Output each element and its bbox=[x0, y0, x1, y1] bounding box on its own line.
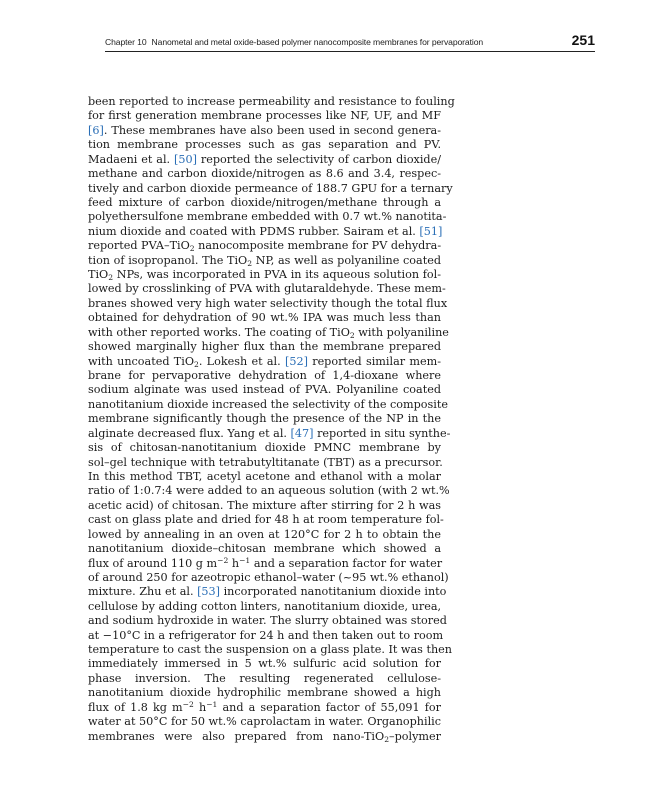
citation-link[interactable]: [6] bbox=[88, 123, 104, 137]
running-header-text bbox=[105, 37, 483, 47]
text-line: mixture. Zhu et al. [53] incorporated nanotitanium dioxide into bbox=[88, 585, 447, 599]
text-line: showed marginally higher flux than the membrane prepared bbox=[88, 340, 441, 354]
citation-link[interactable]: [52] bbox=[284, 354, 308, 368]
text-line: tion of isopropanol. The TiO$_2$ NP, as well as polyaniline coated bbox=[88, 253, 441, 268]
text-line: immediately immersed in 5 wt.% sulfuric acid solution for bbox=[88, 657, 441, 671]
text-line: water at 50°C for 50 wt.% caprolactam in water. Organophilic bbox=[88, 715, 441, 729]
text-line: obtained for dehydration of 90 wt.% IPA was much less than bbox=[88, 311, 441, 325]
text-line: sodium alginate was used instead of PVA. Polyaniline coated bbox=[88, 383, 441, 397]
text-line: Madaeni et al. [50] reported the selectivity of carbon dioxide/ bbox=[88, 152, 441, 166]
text-line: cellulose by adding cotton linters, nanotitanium dioxide, urea, bbox=[88, 599, 442, 613]
citation-link[interactable]: [51] bbox=[419, 224, 443, 238]
text-line: sol–gel technique with tetrabutyltitanate (TBT) as a precursor. bbox=[88, 455, 443, 469]
text-line: methane and carbon dioxide/nitrogen as 8.6 and 3.4, respec- bbox=[88, 167, 441, 181]
text-line: feed mixture of carbon dioxide/nitrogen/methane through a bbox=[88, 195, 441, 209]
text-line: cast on glass plate and dried for 48 h at room temperature fol- bbox=[88, 513, 444, 527]
text-line: with other reported works. The coating of TiO$_2$ with polyaniline bbox=[88, 325, 449, 340]
text-line: with uncoated TiO$_2$. Lokesh et al. [52] reported similar mem- bbox=[88, 354, 441, 369]
text-line: brane for pervaporative dehydration of 1,4-dioxane where bbox=[88, 369, 441, 383]
page-number: 251 bbox=[571, 32, 595, 48]
text-line: nium dioxide and coated with PDMS rubber. Sairam et al. [51] bbox=[88, 224, 443, 238]
running-header bbox=[105, 33, 595, 52]
text-line: alginate decreased flux. Yang et al. [47] reported in situ synthe- bbox=[88, 426, 451, 440]
text-line: lowed by crosslinking of PVA with glutaraldehyde. These mem- bbox=[88, 282, 446, 296]
text-line: membranes were also prepared from nano-TiO$_2$–polymer bbox=[88, 729, 441, 744]
text-line: phase inversion. The resulting regenerated cellulose- bbox=[88, 671, 441, 685]
text-line: acetic acid) of chitosan. The mixture after stirring for 2 h was bbox=[88, 498, 441, 512]
text-line: nanotitanium dioxide increased the selectivity of the composite bbox=[88, 397, 448, 411]
text-line: In this method TBT, acetyl acetone and ethanol with a molar bbox=[88, 469, 441, 483]
text-line: branes showed very high water selectivity though the total flux bbox=[88, 296, 448, 310]
text-line: ratio of 1:0.7:4 were added to an aqueous solution (with 2 wt.% bbox=[88, 484, 450, 498]
text-line: [6]. These membranes have also been used in second genera- bbox=[88, 123, 441, 137]
text-line: sis of chitosan-nanotitanium dioxide PMNC membrane by bbox=[88, 441, 441, 455]
text-line: reported PVA–TiO$_2$ nanocomposite membrane for PV dehydra- bbox=[88, 239, 442, 254]
text-line: nanotitanium dioxide hydrophilic membrane showed a high bbox=[88, 686, 441, 700]
text-line: been reported to increase permeability and resistance to fouling bbox=[88, 95, 455, 108]
text-line: temperature to cast the suspension on a glass plate. It was then bbox=[88, 643, 452, 657]
text-line: for first generation membrane processes like NF, UF, and MF bbox=[88, 109, 441, 123]
citation-link[interactable]: [47] bbox=[290, 426, 314, 440]
text-line: flux of 1.8 kg $m^{-2}$ $h^{-1}$ and a separation factor of 55,091 for bbox=[88, 699, 442, 714]
text-line: TiO$_2$ NPs, was incorporated in PVA in its aqueous solution fol- bbox=[88, 268, 441, 283]
chapter-label: Chapter 10 bbox=[105, 37, 147, 47]
body-paragraph bbox=[88, 95, 455, 744]
text-line: of around 250 for azeotropic ethanol–water (~95 wt.% ethanol) bbox=[88, 570, 449, 584]
text-line: tion membrane processes such as gas separation and PV. bbox=[88, 138, 441, 152]
text-line: and sodium hydroxide in water. The slurry obtained was stored bbox=[88, 614, 447, 628]
text-line: lowed by annealing in an oven at 120°C for 2 h to obtain the bbox=[88, 527, 441, 541]
text-line: at −10°C in a refrigerator for 24 h and then taken out to room bbox=[88, 628, 444, 642]
text-line: polyethersulfone membrane embedded with 0.7 wt.% nanotita- bbox=[88, 210, 447, 224]
chapter-title: Nanometal and metal oxide-based polymer nanocomposite membranes for pervaporation bbox=[151, 37, 484, 47]
text-line: flux of around 110 g $m^{-2}$ $h^{-1}$ and a separation factor for water bbox=[88, 555, 443, 570]
citation-link[interactable]: [50] bbox=[174, 152, 197, 166]
text-line: tively and carbon dioxide permeance of 188.7 GPU for a ternary bbox=[88, 181, 453, 195]
text-line: membrane significantly though the presence of the NP in the bbox=[88, 412, 441, 426]
text-line: nanotitanium dioxide–chitosan membrane which showed a bbox=[88, 542, 441, 556]
citation-link[interactable]: [53] bbox=[197, 585, 221, 599]
